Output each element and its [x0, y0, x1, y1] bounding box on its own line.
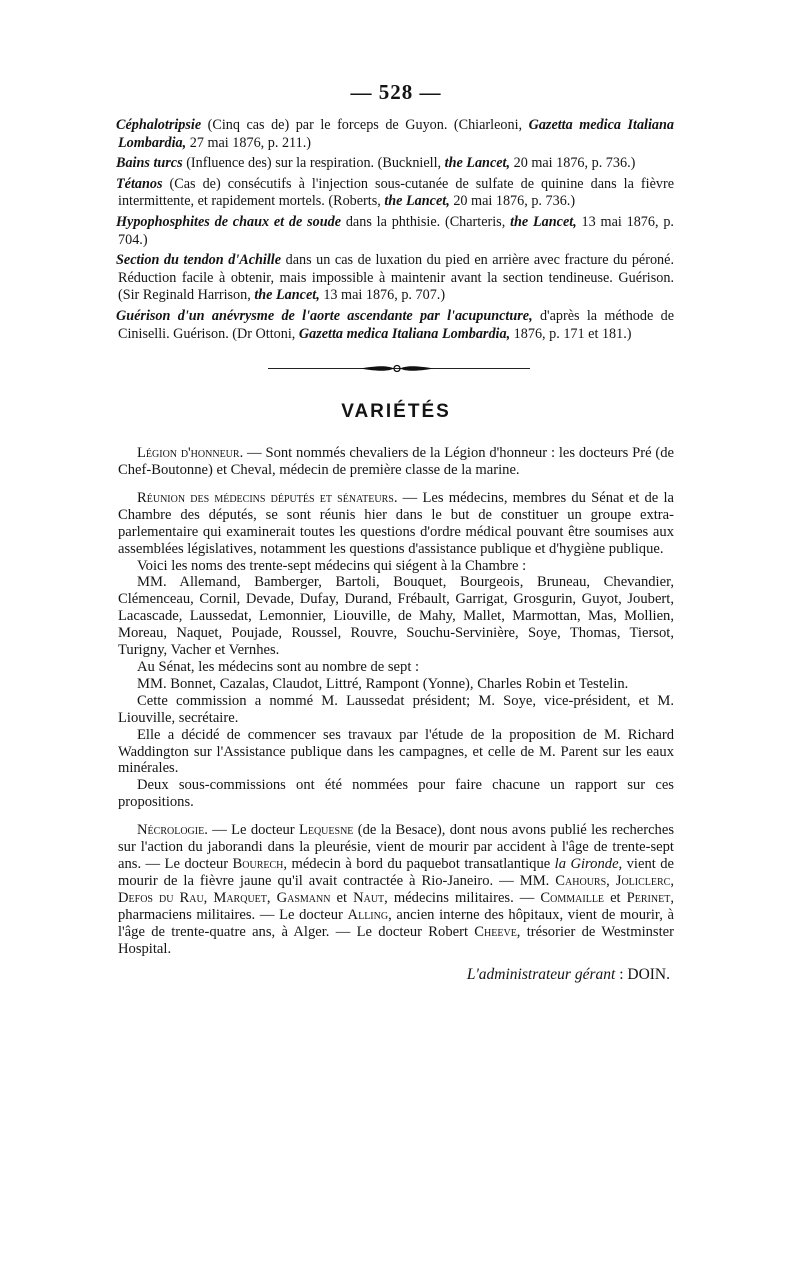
paragraph-text: Voici les noms des trente-sept médecins qui siégent à la Chambre :: [137, 557, 527, 574]
necrology-text: — Le docteur: [207, 822, 299, 839]
paragraph-text: Cette commission a nommé M. Laussedat président; M. Soye, vice-président, et M. Liouville, secrétaire.: [118, 692, 674, 726]
paragraph-text: — Sont nommés chevaliers de la Légion d'honneur : les docteurs Pré (de Chef-Boutonne) et Cheval, médecin de première classe de la marine.: [118, 445, 675, 479]
reference-journal: Gazetta medica Italiana Lombardia,: [298, 325, 511, 342]
signature: [118, 966, 674, 984]
reference-journal: Gazetta medica Italiana Lombardia,: [118, 117, 675, 151]
necrology-text: trésorier de Westminster Hospital.: [118, 923, 674, 957]
reference-title: Section du tendon d'Achille: [116, 252, 282, 269]
reference-tail: 27 mai 1876, p. 211.): [186, 134, 311, 151]
paragraph: [118, 777, 674, 811]
reference-text: (Cas de) consécutifs à l'injection sous-cutanée de sulfate de quinine dans la fièvre intermittente, et rapidement mortels. (Roberts,: [118, 175, 674, 210]
reference-text: (Influence des) sur la respiration. (Buckniell,: [182, 155, 445, 172]
section-title: VARIÉTÉS: [341, 401, 451, 423]
paragraph: [118, 490, 674, 558]
reference-tail: 20 mai 1876, p. 736.): [510, 155, 636, 172]
ornamental-divider: [118, 363, 674, 375]
reference-title: Bains turcs: [116, 155, 183, 172]
paragraph: [118, 574, 674, 659]
reference-text: dans un cas de luxation du pied en arrière avec fracture du péroné. Réduction facile à obtenir, mais impossible à maintenir avant la section tendineuse. Guérison. (Sir Reginald Harrison,: [118, 252, 674, 304]
necrology-text: pharmaciens militaires. — Le docteur: [118, 906, 348, 923]
person-name: Cahours, Joliclerc, Defos du Rau, Marquet, Gasmann: [118, 872, 674, 906]
reference-journal: the Lancet,: [254, 287, 320, 304]
reference-entry: [118, 155, 674, 173]
reference-title: Guérison d'un anévrysme de l'aorte ascendante par l'acupuncture,: [116, 307, 533, 324]
reference-tail: 13 mai 1876, p. 704.): [118, 213, 674, 248]
paragraph-lead: Réunion des médecins députés et sénateurs.: [137, 489, 398, 506]
paragraph-lead: Légion d'honneur.: [137, 445, 244, 462]
reference-journal: the Lancet,: [510, 213, 577, 230]
reference-title: Hypophosphites de chaux et de soude: [116, 213, 342, 230]
person-name: Commaille: [540, 889, 605, 906]
reference-journal: the Lancet,: [444, 155, 511, 172]
reference-list: [118, 117, 674, 343]
paragraph: [118, 676, 674, 693]
paragraph: [118, 558, 674, 575]
reference-tail: 1876, p. 171 et 181.): [510, 325, 632, 342]
reference-entry: [118, 176, 674, 211]
paragraph-text: Elle a décidé de commencer ses travaux par l'étude de la proposition de M. Richard Waddington sur l'Assistance publique dans les campagnes, et celle de M. Parent sur les eaux minérales.: [118, 726, 674, 777]
signature-name: DOIN.: [627, 966, 670, 984]
person-name: Lequesne: [298, 822, 354, 839]
necrology-text: médecin à bord du paquebot transatlantique: [287, 855, 555, 872]
reference-entry: [118, 117, 674, 152]
necrology-text: médecins militaires. —: [387, 889, 541, 906]
paragraph-text: MM. Allemand, Bamberger, Bartoli, Bouquet, Bourgeois, Bruneau, Chevandier, Clémenceau, Cornil, Devade, Dufay, Durand, Frébault, Garrigat, Grosgurin, Guyot, Joubert, Lacascade, Laussedat, Lemonnier, Liouville, de Mahy, Mallet, Marmottan, Mas, Mollien, Moreau, Naquet, Poujade, Roussel, Rouvre, Souchu-Servinière, Soye, Thomas, Tiersot, Turigny, Vacher et Vernhes.: [118, 574, 674, 659]
ornament-icon: [360, 364, 434, 373]
reference-text: (Cinq cas de) par le forceps de Guyon. (Chiarleoni,: [201, 117, 529, 133]
necrology-text: (de la Besace), dont nous avons publié les recherches sur l'action du jaborandi dans la pleurésie, vient de mourir par accident à l'âge de trente-sept ans. — Le docteur: [118, 822, 675, 872]
person-name: Cheeve,: [474, 923, 521, 940]
reference-tail: 13 mai 1876, p. 707.): [319, 287, 446, 304]
necrology-text: la Gironde,: [554, 855, 623, 872]
necrology-text: ancien interne des hôpitaux, vient de mourir, à l'âge de trente-quatre ans, à Alger. — Le docteur Robert: [118, 906, 674, 940]
necrology-text: et: [330, 889, 354, 906]
paragraph-text: Au Sénat, les médecins sont au nombre de sept :: [137, 659, 420, 675]
necrology-lead: Nécrologie.: [137, 822, 208, 839]
page-number: — 528 —: [350, 80, 442, 104]
paragraph: [118, 659, 674, 676]
reference-entry: [118, 214, 674, 249]
reference-text: dans la phthisie. (Charteris,: [341, 213, 511, 230]
reference-title: Céphalotripsie: [116, 117, 202, 133]
reference-tail: 20 mai 1876, p. 736.): [449, 193, 576, 210]
signature-separator: :: [615, 966, 628, 984]
necrology-paragraph: [118, 822, 674, 957]
paragraph-text: Deux sous-commissions ont été nommées pour faire chacune un rapport sur ces propositions.: [118, 777, 674, 811]
person-name: Perinet,: [626, 889, 674, 906]
person-name: Naut,: [353, 889, 388, 906]
necrology-text: et: [604, 889, 627, 906]
person-name: Bourech,: [232, 855, 288, 872]
paragraph: [118, 693, 674, 727]
necrology-text: vient de mourir de la fièvre jaune qu'il avait contractée à Rio-Janeiro. — MM.: [118, 855, 675, 889]
person-name: Alling,: [347, 906, 392, 923]
paragraph: [118, 727, 674, 778]
reference-title: Tétanos: [116, 175, 163, 192]
article-body: [118, 445, 674, 957]
paragraph: [118, 445, 674, 479]
reference-text: d'après la méthode de Ciniselli. Guérison. (Dr Ottoni,: [118, 307, 674, 342]
reference-entry: [118, 308, 674, 343]
signature-role: L'administrateur gérant: [466, 966, 616, 984]
page: [118, 80, 674, 984]
paragraph-text: — Les médecins, membres du Sénat et de la Chambre des députés, se sont réunis hier dans le but de constituer un groupe extra-parlementaire qui examinerait toutes les questions d'ordre médical pouvant être soumises aux assemblées législatives, notamment les questions d'assistance publique et d'hygiène publique.: [118, 489, 674, 557]
reference-journal: the Lancet,: [384, 193, 450, 210]
reference-entry: [118, 252, 674, 305]
paragraph-text: MM. Bonnet, Cazalas, Claudot, Littré, Rampont (Yonne), Charles Robin et Testelin.: [137, 675, 629, 692]
